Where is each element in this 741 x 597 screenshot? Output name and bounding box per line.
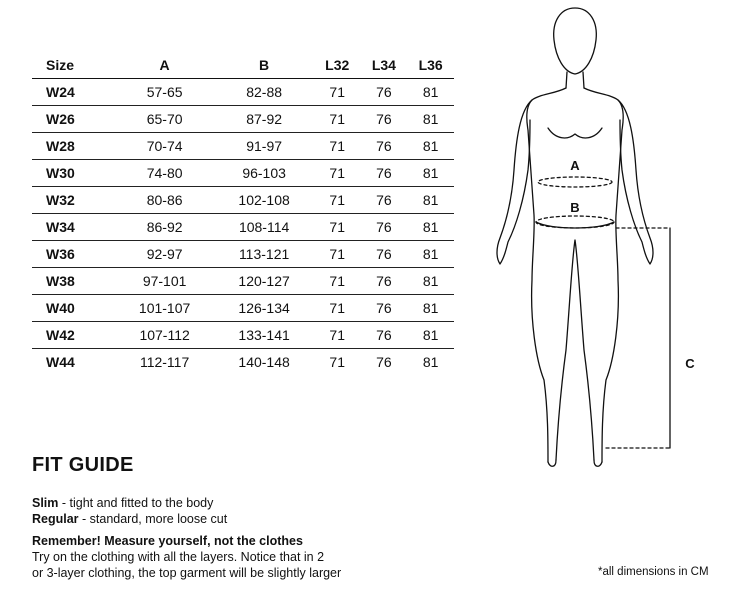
table-cell: 65-70 bbox=[115, 106, 215, 133]
table-cell: 71 bbox=[314, 79, 361, 106]
size-cell: W34 bbox=[32, 214, 115, 241]
body-outline-icon bbox=[497, 8, 670, 466]
size-cell: W30 bbox=[32, 160, 115, 187]
table-cell: 81 bbox=[407, 241, 454, 268]
table-cell: 133-141 bbox=[214, 322, 314, 349]
table-row bbox=[32, 160, 454, 187]
size-cell: W42 bbox=[32, 322, 115, 349]
table-cell: 71 bbox=[314, 133, 361, 160]
table-row bbox=[32, 187, 454, 214]
size-table-body bbox=[32, 79, 454, 376]
table-cell: 140-148 bbox=[238, 354, 290, 370]
regular-desc: - standard, more loose cut bbox=[78, 512, 228, 526]
body-outline-figure bbox=[470, 0, 741, 480]
table-cell: 76 bbox=[361, 241, 408, 268]
table-row bbox=[32, 268, 454, 295]
table-row bbox=[32, 106, 454, 133]
size-cell: W26 bbox=[32, 106, 115, 133]
table-cell: 81 bbox=[407, 106, 454, 133]
fit-guide-title: FIT GUIDE bbox=[32, 454, 134, 476]
table-cell: 80-86 bbox=[115, 187, 215, 214]
table-cell: 81 bbox=[422, 354, 439, 370]
table-cell: 76 bbox=[376, 354, 392, 370]
table-row bbox=[32, 241, 454, 268]
table-cell: 92-97 bbox=[115, 241, 215, 268]
table-cell: 76 bbox=[361, 133, 408, 160]
dimensions-note: *all dimensions in CM bbox=[598, 566, 709, 578]
size-cell: W28 bbox=[32, 133, 115, 160]
table-row bbox=[32, 322, 454, 349]
table-cell: 81 bbox=[407, 133, 454, 160]
table-cell: 101-107 bbox=[115, 295, 215, 322]
table-cell: 120-127 bbox=[214, 268, 314, 295]
size-table bbox=[32, 52, 454, 375]
table-cell: 71 bbox=[329, 354, 345, 370]
table-cell: 71 bbox=[314, 295, 361, 322]
table-cell: 96-103 bbox=[214, 160, 314, 187]
col-header: L34 bbox=[361, 52, 408, 79]
col-header: L32 bbox=[314, 52, 361, 79]
size-cell: W44 bbox=[46, 354, 75, 370]
table-cell: 102-108 bbox=[214, 187, 314, 214]
label-c: C bbox=[685, 356, 695, 371]
slim-label: Slim bbox=[32, 496, 59, 510]
table-cell: 108-114 bbox=[214, 214, 314, 241]
table-cell: 76 bbox=[361, 79, 408, 106]
table-cell: 81 bbox=[407, 322, 454, 349]
col-header: L36 bbox=[407, 52, 454, 79]
remember-line: Try on the clothing with all the layers. Notice that in 2 bbox=[32, 550, 325, 564]
slim-line bbox=[32, 495, 227, 511]
slim-desc: - tight and fitted to the body bbox=[58, 496, 214, 510]
table-cell: 76 bbox=[361, 160, 408, 187]
size-cell: W38 bbox=[32, 268, 115, 295]
table-header-row bbox=[32, 52, 454, 79]
table-cell: 76 bbox=[361, 214, 408, 241]
table-cell: 82-88 bbox=[214, 79, 314, 106]
table-cell: 71 bbox=[314, 187, 361, 214]
table-cell: 113-121 bbox=[214, 241, 314, 268]
table-cell: 86-92 bbox=[115, 214, 215, 241]
col-header: Size bbox=[32, 52, 115, 79]
fit-types bbox=[32, 495, 227, 527]
table-cell: 74-80 bbox=[115, 160, 215, 187]
size-cell: W36 bbox=[32, 241, 115, 268]
table-cell: 76 bbox=[361, 187, 408, 214]
label-a: A bbox=[570, 158, 580, 173]
table-cell: 81 bbox=[407, 79, 454, 106]
table-row bbox=[32, 214, 454, 241]
table-cell: 71 bbox=[314, 268, 361, 295]
size-cell: W24 bbox=[32, 79, 115, 106]
table-cell: 97-101 bbox=[115, 268, 215, 295]
table-cell: 71 bbox=[314, 322, 361, 349]
label-b: B bbox=[570, 200, 580, 215]
col-header: A bbox=[115, 52, 215, 79]
table-cell: 76 bbox=[361, 322, 408, 349]
table-cell: 76 bbox=[361, 295, 408, 322]
table-cell: 81 bbox=[407, 187, 454, 214]
regular-line bbox=[32, 511, 227, 527]
table-cell: 107-112 bbox=[115, 322, 215, 349]
table-cell: 71 bbox=[314, 160, 361, 187]
size-cell: W40 bbox=[32, 295, 115, 322]
table-row bbox=[32, 349, 454, 376]
table-row bbox=[32, 79, 454, 106]
col-header: B bbox=[214, 52, 314, 79]
table-cell: 112-117 bbox=[139, 354, 190, 370]
table-cell: 70-74 bbox=[115, 133, 215, 160]
table-cell: 57-65 bbox=[115, 79, 215, 106]
table-cell: 81 bbox=[407, 295, 454, 322]
table-cell: 91-97 bbox=[214, 133, 314, 160]
remember-line: or 3-layer clothing, the top garment will be slightly larger bbox=[32, 566, 342, 580]
table-cell: 81 bbox=[407, 268, 454, 295]
table-cell: 126-134 bbox=[214, 295, 314, 322]
table-cell: 71 bbox=[314, 106, 361, 133]
table-cell: 76 bbox=[361, 106, 408, 133]
table-cell: 81 bbox=[407, 160, 454, 187]
remember-title: Remember! Measure yourself, not the clothes bbox=[32, 534, 303, 548]
table-cell: 87-92 bbox=[214, 106, 314, 133]
table-row bbox=[32, 133, 454, 160]
size-cell: W32 bbox=[32, 187, 115, 214]
table-cell: 71 bbox=[314, 214, 361, 241]
remember-note bbox=[32, 533, 412, 581]
table-cell: 81 bbox=[407, 214, 454, 241]
table-cell: 76 bbox=[361, 268, 408, 295]
regular-label: Regular bbox=[32, 512, 79, 526]
table-cell: 71 bbox=[314, 241, 361, 268]
table-row bbox=[32, 295, 454, 322]
